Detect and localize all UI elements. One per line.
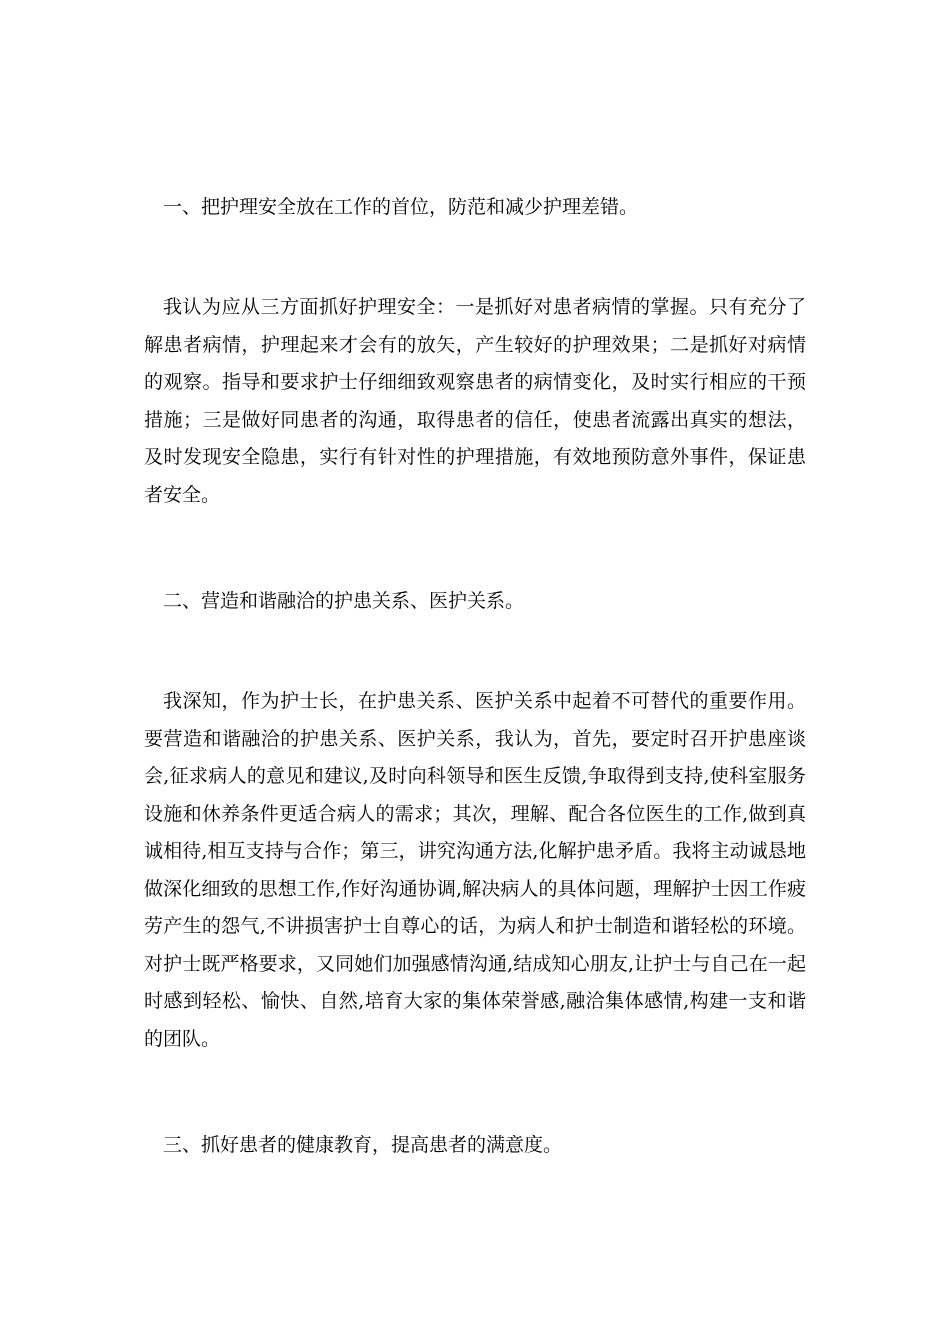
section-heading-1: 一、把护理安全放在工作的首位，防范和减少护理差错。: [163, 196, 639, 218]
section-heading-2: 二、营造和谐融洽的护患关系、医护关系。: [163, 590, 525, 612]
section-paragraph-1: 我认为应从三方面抓好护理安全：一是抓好对患者病情的掌握。只有充分了解患者病情，护理起来才会有的放矢，产生较好的护理效果；二是抓好对病情的观察。指导和要求护士仔细细致观察患者的病情变化，及时实行相应的干预措施；三是做好同患者的沟通，取得患者的信任，使患者流露出真实的想法，及时发现安全隐患，实行有针对性的护理措施，有效地预防意外事件，保证患者安全。: [144, 296, 806, 506]
section-paragraph-2: 我深知，作为护士长，在护患关系、医护关系中起着不可替代的重要作用。要营造和谐融洽的护患关系、医护关系，我认为，首先，要定时召开护患座谈会,征求病人的意见和建议,及时向科领导和医生反馈,争取得到支持,使科室服务设施和休养条件更适合病人的需求；其次，理解、配合各位医生的工作,做到真诚相待,相互支持与合作；第三，讲究沟通方法,化解护患矛盾。我将主动诚恳地做深化细致的思想工作,作好沟通协调,解决病人的具体问题，理解护士因工作疲劳产生的怨气,不讲损害护士自尊心的话，为病人和护士制造和谐轻松的环境。对护士既严格要求，又同她们加强感情沟通,结成知心朋友,让护士与自己在一起时感到轻松、愉快、自然,培育大家的集体荣誉感,融洽集体感情,构建一支和谐的团队。: [144, 690, 806, 1050]
section-heading-3: 三、抓好患者的健康教育，提高患者的满意度。: [163, 1134, 563, 1156]
